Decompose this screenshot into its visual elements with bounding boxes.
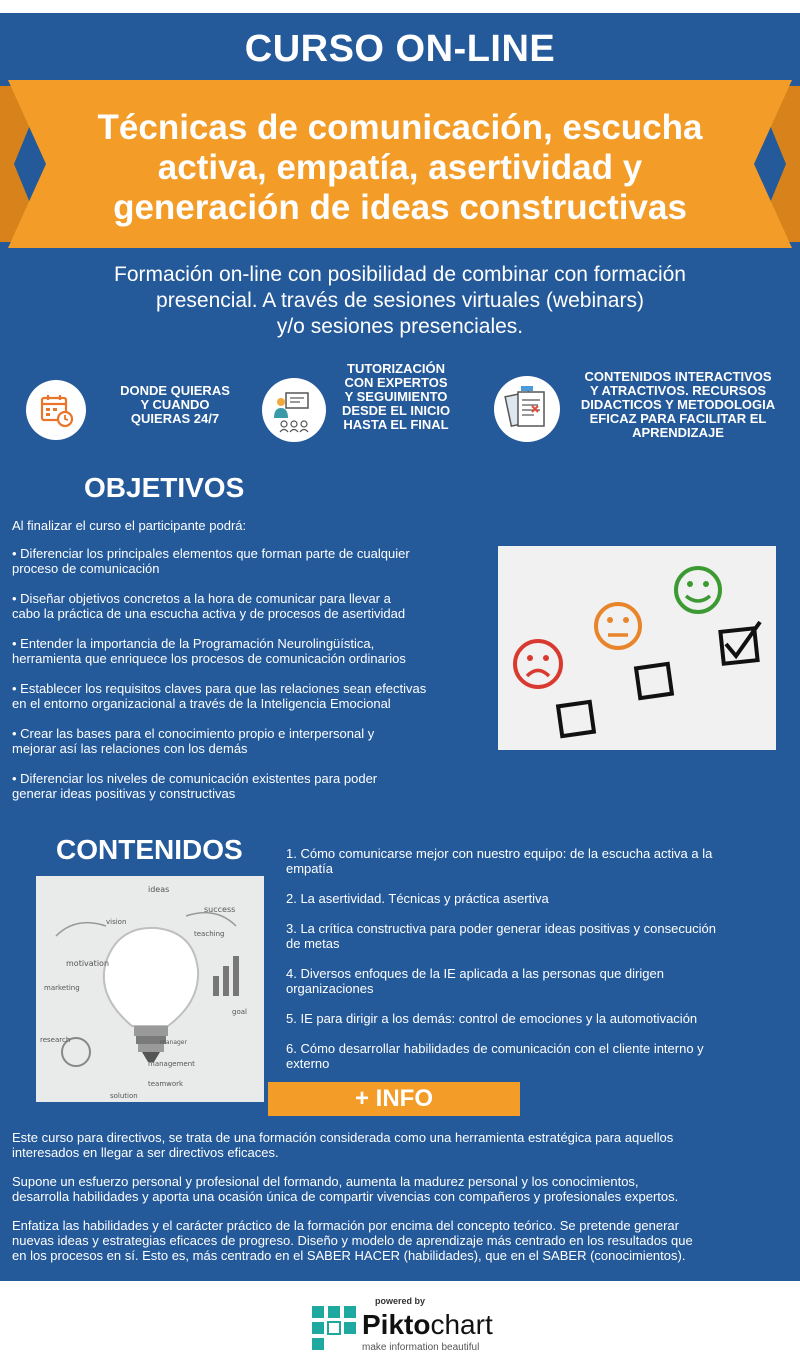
powered-by-label: powered by bbox=[374, 1296, 425, 1306]
intro-line: Formación on-line con posibilidad de combinar con formación bbox=[114, 263, 686, 286]
objetivos-title: OBJETIVOS bbox=[84, 472, 245, 503]
item-line: • Diferenciar los principales elementos que forman parte de cualquier bbox=[12, 546, 410, 561]
objetivos-intro: Al finalizar el curso el participante podrá: bbox=[12, 518, 247, 533]
list-item bbox=[286, 966, 786, 996]
feature-line: CON EXPERTOS bbox=[344, 375, 448, 390]
piktochart-brand[interactable] bbox=[362, 1309, 493, 1341]
list-item bbox=[12, 546, 482, 576]
contenidos-list bbox=[286, 846, 786, 1086]
item-line: proceso de comunicación bbox=[12, 561, 160, 576]
list-item bbox=[286, 1011, 786, 1026]
calendar-clock-icon bbox=[26, 380, 86, 440]
subtitle-line: Técnicas de comunicación, escucha bbox=[97, 108, 703, 147]
feature-tutoring-text bbox=[336, 362, 456, 432]
feature-line: QUIERAS 24/7 bbox=[130, 411, 220, 426]
tutor-presentation-icon bbox=[262, 378, 326, 442]
paragraph-line: Este curso para directivos, se trata de una formación considerada como una herramienta estratégica para aquellos bbox=[12, 1130, 674, 1145]
smileys-drawing bbox=[498, 546, 776, 750]
list-item bbox=[12, 681, 482, 711]
contenidos-title: CONTENIDOS bbox=[56, 834, 243, 865]
feature-line: EFICAZ PARA FACILITAR EL bbox=[589, 411, 767, 426]
info-paragraph bbox=[12, 1218, 788, 1263]
subtitle-line: generación de ideas constructivas bbox=[113, 188, 687, 227]
list-item bbox=[12, 726, 482, 756]
paragraph-line: en los procesos en sí. Esto es, más centrado en el SABER HACER (habilidades), que en el SABER (conocimientos). bbox=[12, 1248, 686, 1263]
sketch-word: teamwork bbox=[148, 1080, 184, 1088]
item-line: externo bbox=[286, 1056, 330, 1071]
item-line: en el entorno organizacional a través de la Inteligencia Emocional bbox=[12, 696, 391, 711]
list-item bbox=[286, 846, 786, 876]
paragraph-line: Supone un esfuerzo personal y profesional del formando, aumenta la madurez personal y los conocimientos, bbox=[12, 1174, 639, 1189]
intro-text bbox=[40, 262, 760, 340]
feature-contents bbox=[494, 376, 560, 442]
sketch-word: ideas bbox=[148, 885, 170, 894]
feature-line: HASTA EL FINAL bbox=[343, 417, 449, 432]
list-item bbox=[286, 921, 786, 951]
sketch-word: manager bbox=[160, 1039, 187, 1046]
item-line: 6. Cómo desarrollar habilidades de comunicación con el cliente interno y bbox=[286, 1041, 704, 1056]
info-description bbox=[12, 1130, 788, 1277]
intro-line: presencial. A través de sesiones virtuales (webinars) bbox=[156, 289, 644, 312]
item-line: 1. Cómo comunicarse mejor con nuestro equipo: de la escucha activa a la bbox=[286, 846, 713, 861]
feature-line: Y ATRACTIVOS. RECURSOS bbox=[589, 383, 766, 398]
list-item bbox=[286, 891, 786, 906]
page-title: CURSO ON-LINE bbox=[244, 28, 556, 70]
feature-line: APRENDIZAJE bbox=[632, 425, 724, 440]
item-line: 5. IE para dirigir a los demás: control de emociones y la automotivación bbox=[286, 1011, 698, 1026]
sketch-word: teaching bbox=[194, 930, 225, 938]
brand-part: Pikto bbox=[362, 1309, 431, 1340]
paragraph-line: nuevas ideas y estrategias eficaces de progreso. Diseño y modelo de aprendizaje más centrado en los resultados que bbox=[12, 1233, 693, 1248]
intro-line: y/o sesiones presenciales. bbox=[276, 315, 524, 338]
feature-line: DESDE EL INICIO bbox=[341, 403, 451, 418]
item-line: cabo la práctica de una escucha activa y de procesos de asertividad bbox=[12, 606, 406, 621]
item-line: 3. La crítica constructiva para poder generar ideas positivas y consecución bbox=[286, 921, 716, 936]
lightbulb-drawing bbox=[36, 876, 264, 1102]
feedback-smileys-image bbox=[498, 546, 776, 750]
lightbulb-sketch-image bbox=[36, 876, 264, 1102]
feature-line: DONDE QUIERAS bbox=[120, 383, 230, 398]
item-line: de metas bbox=[286, 936, 340, 951]
feature-contents-text bbox=[558, 370, 798, 440]
feature-anytime-text bbox=[102, 384, 248, 426]
sketch-word: success bbox=[204, 905, 236, 914]
item-line: 4. Diversos enfoques de la IE aplicada a las personas que dirigen bbox=[286, 966, 664, 981]
list-item bbox=[12, 636, 482, 666]
sketch-word: marketing bbox=[44, 984, 80, 992]
item-line: generar ideas positivas y constructivas bbox=[12, 786, 236, 801]
sketch-word: vision bbox=[106, 918, 127, 926]
documents-icon bbox=[494, 376, 560, 442]
feature-line: CONTENIDOS INTERACTIVOS bbox=[584, 369, 772, 384]
course-subtitle bbox=[40, 108, 760, 228]
paragraph-line: Enfatiza las habilidades y el carácter práctico de la formación por encima del concepto teórico. Se pretende generar bbox=[12, 1218, 679, 1233]
sketch-word: solution bbox=[110, 1092, 138, 1100]
item-line: • Entender la importancia de la Programación Neurolingüística, bbox=[12, 636, 375, 651]
sketch-word: motivation bbox=[66, 959, 110, 968]
brand-part: chart bbox=[430, 1309, 493, 1340]
item-line: 2. La asertividad. Técnicas y práctica asertiva bbox=[286, 891, 549, 906]
feature-tutoring bbox=[262, 378, 326, 442]
item-line: • Diseñar objetivos concretos a la hora de comunicar para llevar a bbox=[12, 591, 391, 606]
more-info-button[interactable]: + INFO bbox=[268, 1082, 520, 1116]
info-paragraph bbox=[12, 1130, 788, 1160]
objetivos-list bbox=[12, 546, 482, 816]
paragraph-line: desarrolla habilidades y aporta una ocasión única de compartir vivencias con compañeros y profesionales expertos. bbox=[12, 1189, 679, 1204]
brand-tagline: make information beautiful bbox=[362, 1342, 480, 1353]
sketch-word: research bbox=[40, 1036, 71, 1044]
feature-line: DIDACTICOS Y METODOLOGIA bbox=[580, 397, 776, 412]
piktochart-logo-icon[interactable] bbox=[312, 1306, 356, 1352]
subtitle-line: activa, empatía, asertividad y bbox=[157, 148, 643, 187]
list-item bbox=[12, 591, 482, 621]
paragraph-line: interesados en llegar a ser directivos eficaces. bbox=[12, 1145, 279, 1160]
item-line: herramienta que enriquece los procesos de comunicación ordinarios bbox=[12, 651, 406, 666]
item-line: • Establecer los requisitos claves para que las relaciones sean efectivas bbox=[12, 681, 427, 696]
sketch-word: management bbox=[148, 1060, 195, 1068]
feature-anytime bbox=[26, 380, 86, 440]
sketch-word: goal bbox=[232, 1008, 247, 1016]
feature-line: Y SEGUIMIENTO bbox=[344, 389, 448, 404]
item-line: • Diferenciar los niveles de comunicación existentes para poder bbox=[12, 771, 378, 786]
list-item bbox=[286, 1041, 786, 1071]
item-line: organizaciones bbox=[286, 981, 374, 996]
item-line: • Crear las bases para el conocimiento propio e interpersonal y bbox=[12, 726, 375, 741]
feature-line: TUTORIZACIÓN bbox=[347, 361, 445, 376]
item-line: empatía bbox=[286, 861, 333, 876]
feature-line: Y CUANDO bbox=[140, 397, 210, 412]
info-paragraph bbox=[12, 1174, 788, 1204]
item-line: mejorar así las relaciones con los demás bbox=[12, 741, 248, 756]
list-item bbox=[12, 771, 482, 801]
